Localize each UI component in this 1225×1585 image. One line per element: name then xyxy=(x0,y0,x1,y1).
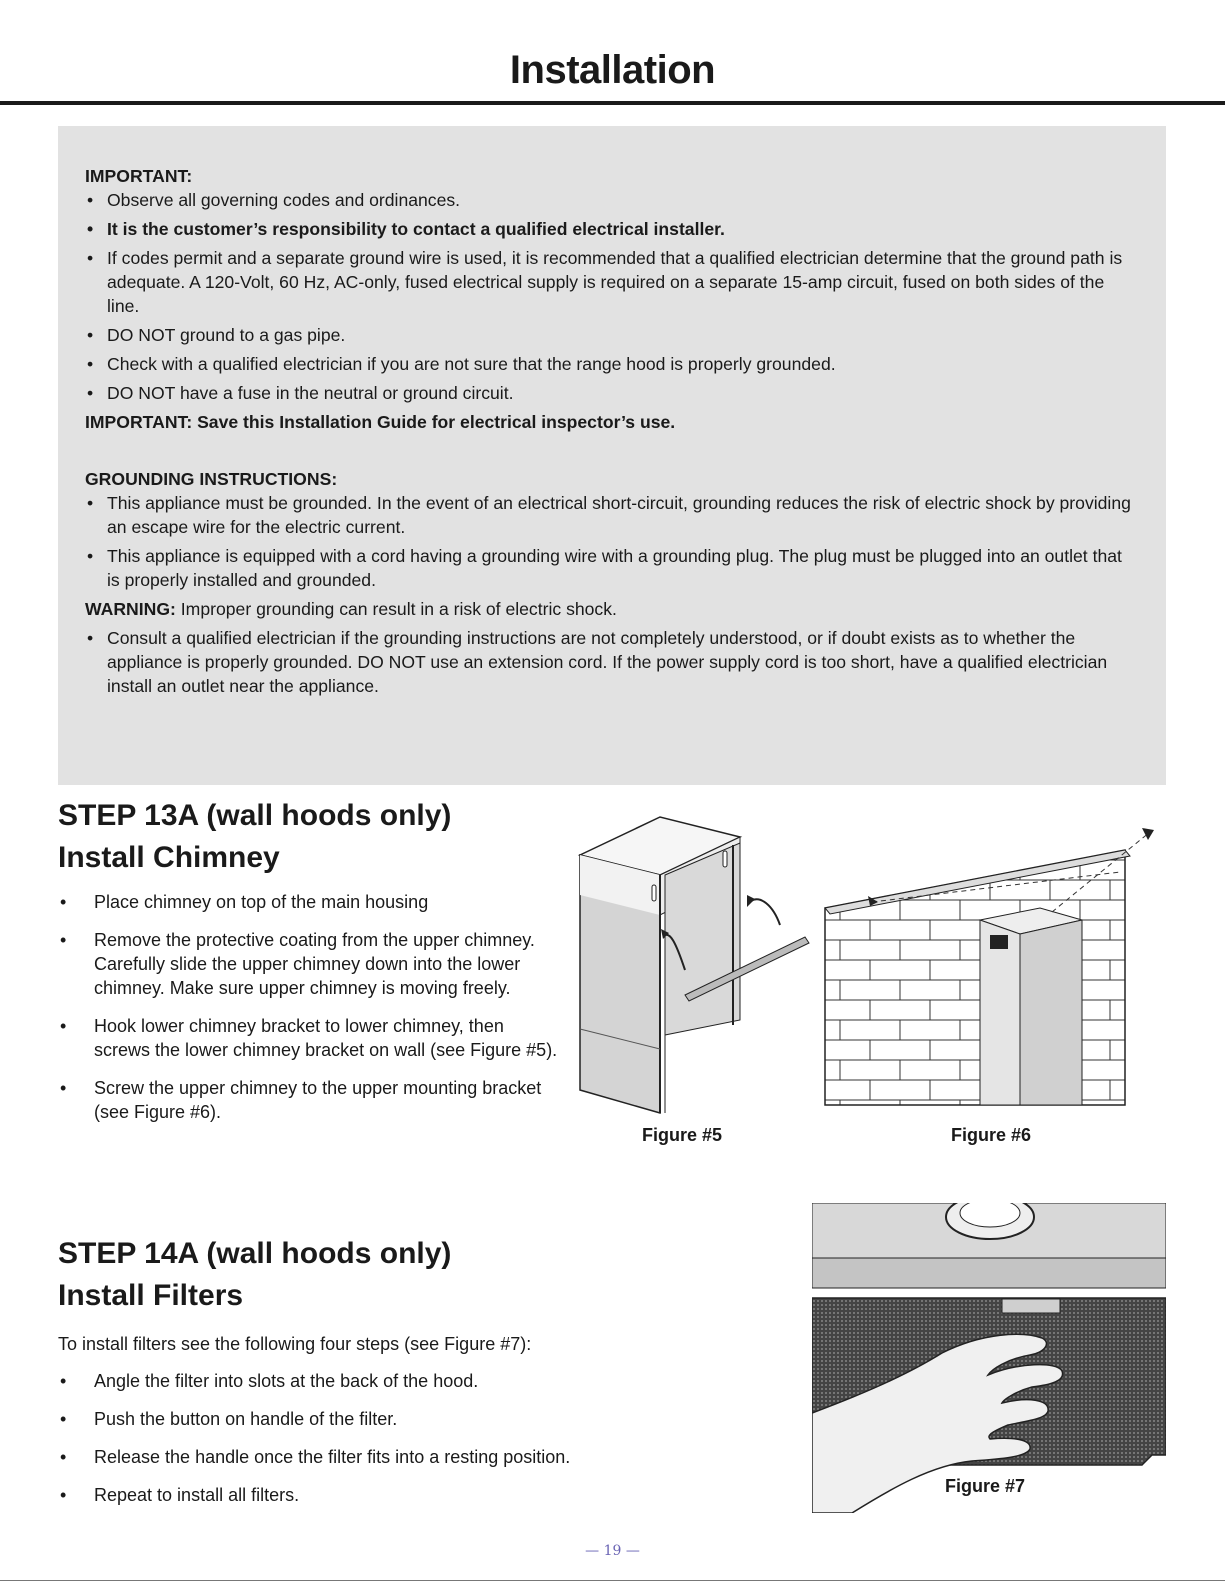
step13-subtitle: Install Chimney xyxy=(58,841,280,874)
figure-5-illustration xyxy=(575,815,815,1125)
figure-5-caption: Figure #5 xyxy=(642,1125,723,1145)
step13-item: • Hook lower chimney bracket to lower chimney, then screws the lower chimney bracket on wall (see Figure #5). xyxy=(58,1014,558,1062)
notice-content xyxy=(85,164,1135,703)
page-number: — 19 — xyxy=(585,1543,640,1559)
figure-6-illustration xyxy=(820,820,1166,1115)
step13-item: • Remove the protective coating from the upper chimney. Carefully slide the upper chimney down into the lower chimney. Make sure upper chimney is moving freely. xyxy=(58,928,558,1000)
important-item: • DO NOT have a fuse in the neutral or ground circuit. xyxy=(85,381,1135,405)
grounding-list xyxy=(85,491,1135,592)
important-item: • It is the customer’s responsibility to contact a qualified electrical installer. xyxy=(85,217,1135,241)
step13-list xyxy=(58,890,558,1138)
warning-line xyxy=(85,597,1135,621)
step13-title: STEP 13A (wall hoods only) xyxy=(58,799,452,832)
figure-7-illustration xyxy=(812,1203,1166,1513)
important-list xyxy=(85,188,1135,405)
figure-7-caption: Figure #7 xyxy=(945,1476,1026,1496)
page-title: Installation xyxy=(509,48,716,92)
step14-intro: To install filters see the following four steps (see Figure #7): xyxy=(58,1334,532,1354)
important-item: • Check with a qualified electrician if you are not sure that the range hood is properly grounded. xyxy=(85,352,1135,376)
step14-subtitle: Install Filters xyxy=(58,1279,244,1312)
consult-item: • Consult a qualified electrician if the grounding instructions are not completely understood, or if doubt exists as to whether the appliance is properly grounded. DO NOT use an extension cord. If the power supply cord is too short, have a qualified electrician install an outlet near the appliance. xyxy=(85,626,1135,698)
step14-item: • Repeat to install all filters. xyxy=(58,1483,678,1507)
grounding-item: • This appliance must be grounded. In the event of an electrical short-circuit, grounding reduces the risk of electric shock by providing an escape wire for the electric current. xyxy=(85,491,1135,539)
figure-6-caption: Figure #6 xyxy=(951,1125,1032,1145)
grounding-item: • This appliance is equipped with a cord having a grounding wire with a grounding plug. The plug must be plugged into an outlet that is properly installed and grounded. xyxy=(85,544,1135,592)
important-heading: IMPORTANT: xyxy=(85,166,193,186)
step13-item: • Screw the upper chimney to the upper mounting bracket (see Figure #6). xyxy=(58,1076,558,1124)
important-item: • If codes permit and a separate ground wire is used, it is recommended that a qualified electrician determine that the ground path is adequate. A 120-Volt, 60 Hz, AC-only, fused electrical supply is required on a separate 15-amp circuit, fused on both sides of the line. xyxy=(85,246,1135,318)
step14-item: • Release the handle once the filter fits into a resting position. xyxy=(58,1445,678,1469)
step14-item: • Push the button on handle of the filter. xyxy=(58,1407,678,1431)
grounding-heading: GROUNDING INSTRUCTIONS: xyxy=(85,469,338,489)
step14-list xyxy=(58,1369,678,1521)
important-item: • Observe all governing codes and ordinances. xyxy=(85,188,1135,212)
step14-item: • Angle the filter into slots at the back of the hood. xyxy=(58,1369,678,1393)
title-divider xyxy=(0,101,1225,105)
notice-box xyxy=(58,126,1166,785)
consult-list xyxy=(85,626,1135,698)
step13-item: • Place chimney on top of the main housing xyxy=(58,890,558,914)
important-item: • DO NOT ground to a gas pipe. xyxy=(85,323,1135,347)
warning-label: WARNING: xyxy=(85,599,176,619)
step14-title: STEP 14A (wall hoods only) xyxy=(58,1237,452,1270)
warning-text: Improper grounding can result in a risk of electric shock. xyxy=(175,599,617,619)
bottom-divider xyxy=(0,1580,1225,1581)
save-note: IMPORTANT: Save this Installation Guide for electrical inspector’s use. xyxy=(85,412,676,432)
